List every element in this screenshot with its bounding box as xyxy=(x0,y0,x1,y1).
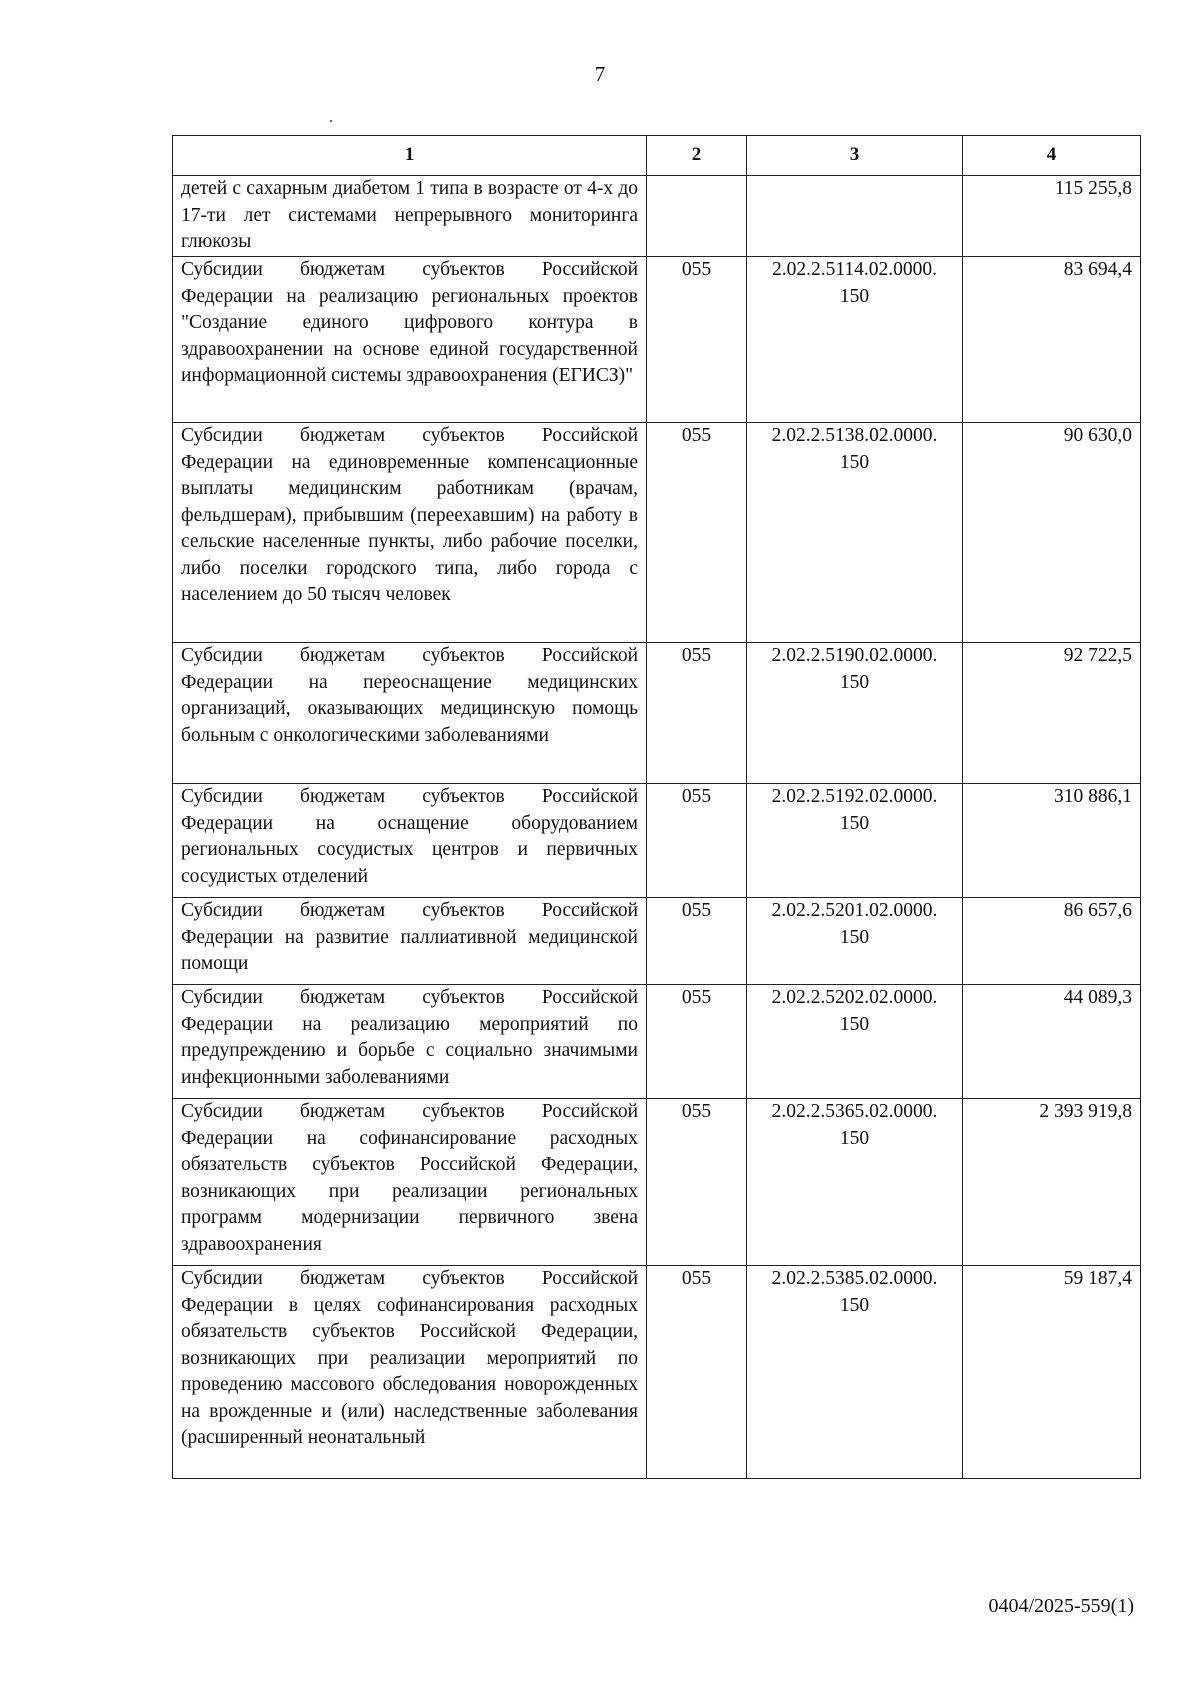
row-amount: 2 393 919,8 xyxy=(963,1099,1141,1266)
row-amount: 90 630,0 xyxy=(963,423,1141,643)
column-header-3: 3 xyxy=(747,136,963,176)
budget-code-line-2: 150 xyxy=(839,1013,870,1035)
column-header-4: 4 xyxy=(963,136,1141,176)
row-description: Субсидии бюджетам субъектов Российской Федерации в целях софинансирования расходных обязательств субъектов Российской Федерации, возникающих при реализации мероприятий по проведению массового обследования новорожденных на врожденные и (или) наследственные заболевания (расширенный неонатальный xyxy=(173,1266,647,1479)
row-budget-code xyxy=(747,898,963,985)
row-amount: 44 089,3 xyxy=(963,985,1141,1099)
row-admin-code: 055 xyxy=(647,985,747,1099)
subsidies-table xyxy=(172,135,1141,1479)
budget-code-line-1: 2.02.2.5202.02.0000. xyxy=(771,987,938,1008)
table-header-row xyxy=(173,136,1141,176)
row-description: Субсидии бюджетам субъектов Российской Федерации на реализацию региональных проектов "Создание единого цифрового контура в здравоохранении на основе единой государственной информационной системы здравоохранения (ЕГИСЗ)" xyxy=(173,257,647,423)
row-budget-code xyxy=(747,985,963,1099)
table-row xyxy=(173,257,1141,423)
table-row xyxy=(173,985,1141,1099)
row-budget-code xyxy=(747,257,963,423)
budget-code-line-2: 150 xyxy=(839,671,870,693)
row-description: Субсидии бюджетам субъектов Российской Федерации на софинансирование расходных обязательств субъектов Российской Федерации, возникающих при реализации региональных программ модернизации первичного звена здравоохранения xyxy=(173,1099,647,1266)
budget-code-line-2: 150 xyxy=(839,1294,870,1316)
row-description: Субсидии бюджетам субъектов Российской Федерации на оснащение оборудованием региональных сосудистых центров и первичных сосудистых отделений xyxy=(173,784,647,898)
row-amount: 86 657,6 xyxy=(963,898,1141,985)
budget-code-line-1: 2.02.2.5114.02.0000. xyxy=(771,259,938,280)
row-description: детей с сахарным диабетом 1 типа в возрасте от 4-х до 17-ти лет системами непрерывного мониторинга глюкозы xyxy=(173,176,647,257)
row-admin-code: 055 xyxy=(647,643,747,784)
row-budget-code xyxy=(747,643,963,784)
row-amount: 115 255,8 xyxy=(963,176,1141,257)
table-row xyxy=(173,898,1141,985)
table-row xyxy=(173,176,1141,257)
row-budget-code xyxy=(747,1266,963,1479)
budget-code-line-2: 150 xyxy=(839,451,870,473)
budget-code-line-1: 2.02.2.5385.02.0000. xyxy=(771,1268,938,1289)
row-description: Субсидии бюджетам субъектов Российской Федерации на переоснащение медицинских организаций, оказывающих медицинскую помощь больным с онкологическими заболеваниями xyxy=(173,643,647,784)
column-header-1: 1 xyxy=(173,136,647,176)
row-description: Субсидии бюджетам субъектов Российской Федерации на развитие паллиативной медицинской помощи xyxy=(173,898,647,985)
scan-speck xyxy=(330,120,332,122)
row-budget-code xyxy=(747,176,963,257)
table-row xyxy=(173,423,1141,643)
row-budget-code xyxy=(747,784,963,898)
row-admin-code: 055 xyxy=(647,1099,747,1266)
row-amount: 83 694,4 xyxy=(963,257,1141,423)
row-amount: 59 187,4 xyxy=(963,1266,1141,1479)
row-amount: 310 886,1 xyxy=(963,784,1141,898)
page-number: 7 xyxy=(594,62,606,86)
row-amount: 92 722,5 xyxy=(963,643,1141,784)
row-description: Субсидии бюджетам субъектов Российской Федерации на единовременные компенсационные выплаты медицинским работникам (врачам, фельдшерам), прибывшим (переехавшим) на работу в сельские населенные пункты, либо рабочие поселки, либо поселки городского типа, либо города с населением до 50 тысяч человек xyxy=(173,423,647,643)
document-id: 0404/2025-559(1) xyxy=(988,1595,1134,1617)
table-row xyxy=(173,1266,1141,1479)
budget-code-line-2: 150 xyxy=(839,926,870,948)
row-admin-code: 055 xyxy=(647,423,747,643)
column-header-2: 2 xyxy=(647,136,747,176)
budget-code-line-2: 150 xyxy=(839,812,870,834)
row-admin-code: 055 xyxy=(647,257,747,423)
table-row xyxy=(173,643,1141,784)
budget-code-line-2: 150 xyxy=(839,1127,870,1149)
budget-code-line-1: 2.02.2.5365.02.0000. xyxy=(771,1101,938,1122)
budget-code-line-2: 150 xyxy=(839,285,870,307)
table-row xyxy=(173,784,1141,898)
row-admin-code: 055 xyxy=(647,1266,747,1479)
budget-code-line-1: 2.02.2.5201.02.0000. xyxy=(771,900,938,921)
row-budget-code xyxy=(747,423,963,643)
row-admin-code xyxy=(647,176,747,257)
row-budget-code xyxy=(747,1099,963,1266)
table-row xyxy=(173,1099,1141,1266)
budget-code-line-1: 2.02.2.5138.02.0000. xyxy=(771,425,938,446)
budget-code-line-1: 2.02.2.5190.02.0000. xyxy=(771,645,938,666)
budget-code-line-1: 2.02.2.5192.02.0000. xyxy=(771,786,938,807)
row-admin-code: 055 xyxy=(647,784,747,898)
row-admin-code: 055 xyxy=(647,898,747,985)
row-description: Субсидии бюджетам субъектов Российской Федерации на реализацию мероприятий по предупреждению и борьбе с социально значимыми инфекционными заболеваниями xyxy=(173,985,647,1099)
